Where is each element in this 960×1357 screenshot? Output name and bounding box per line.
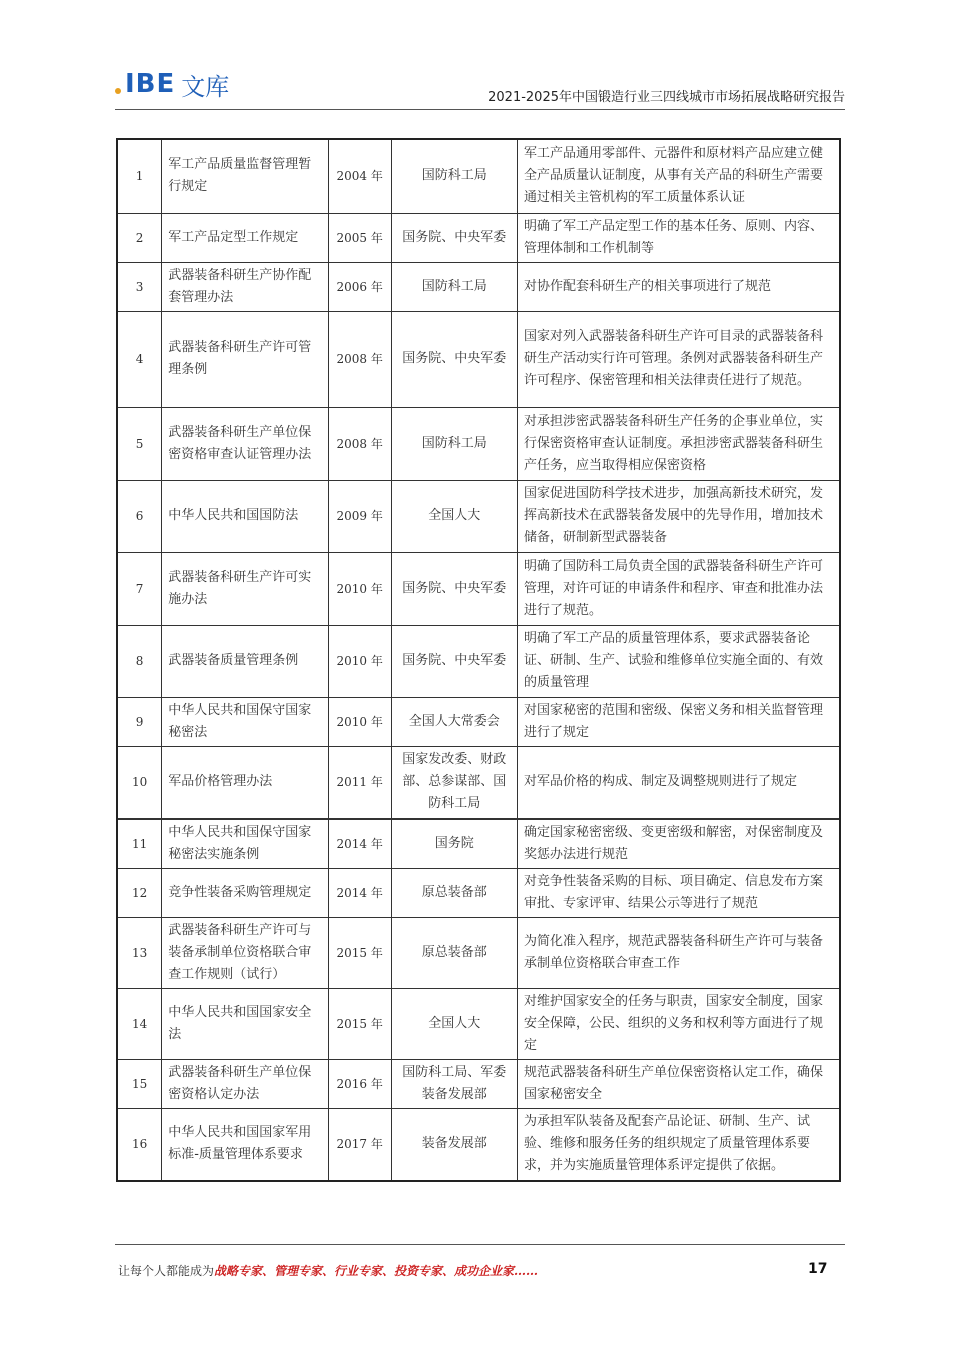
row-number: 12 (117, 869, 162, 918)
regulation-description: 明确了军工产品定型工作的基本任务、原则、内容、管理体制和工作机制等 (518, 213, 840, 262)
regulation-description: 规范武器装备科研生产单位保密资格认定工作，确保国家秘密安全 (518, 1060, 840, 1109)
issuing-authority: 国家发改委、财政部、总参谋部、国防科工局 (391, 746, 517, 818)
row-number: 11 (117, 820, 162, 869)
row-number: 3 (117, 262, 162, 311)
issue-year: 2014 年 (328, 869, 391, 918)
logo-dot-icon (115, 88, 121, 94)
issue-year: 2015 年 (328, 918, 391, 989)
regulation-description: 对协作配套科研生产的相关事项进行了规范 (518, 262, 840, 311)
footer-slogan (118, 1262, 538, 1279)
issue-year: 2010 年 (328, 552, 391, 625)
issuing-authority: 国务院、中央军委 (391, 552, 517, 625)
page-header (115, 66, 845, 106)
table-row (117, 1109, 840, 1181)
regulation-description: 对维护国家安全的任务与职责，国家安全制度，国家安全保障，公民、组织的义务和权利等方面进行了规定 (518, 989, 840, 1060)
table-row (117, 311, 840, 407)
issuing-authority: 国防科工局 (391, 262, 517, 311)
regulation-description: 为承担军队装备及配套产品论证、研制、生产、试验、维修和服务任务的组织规定了质量管理体系要求，并为实施质量管理体系评定提供了依据。 (518, 1109, 840, 1181)
issuing-authority: 国防科工局、军委装备发展部 (391, 1060, 517, 1109)
issue-year: 2004 年 (328, 139, 391, 213)
issuing-authority: 原总装备部 (391, 869, 517, 918)
issue-year: 2008 年 (328, 311, 391, 407)
issue-year: 2006 年 (328, 262, 391, 311)
regulation-name: 武器装备科研生产单位保密资格审查认证管理办法 (162, 407, 329, 480)
regulation-description: 确定国家秘密密级、变更密级和解密，对保密制度及奖惩办法进行规范 (518, 820, 840, 869)
regulation-name: 军工产品定型工作规定 (162, 213, 329, 262)
issue-year: 2011 年 (328, 746, 391, 818)
row-number: 9 (117, 697, 162, 746)
table-row (117, 625, 840, 697)
issue-year: 2009 年 (328, 480, 391, 552)
table-row (117, 213, 840, 262)
regulation-name: 中华人民共和国国防法 (162, 480, 329, 552)
table-row (117, 480, 840, 552)
regulation-name: 武器装备质量管理条例 (162, 625, 329, 697)
footer-highlight: 战略专家、管理专家、行业专家、投资专家、成功企业家…… (214, 1264, 539, 1278)
table-row (117, 407, 840, 480)
issue-year: 2010 年 (328, 697, 391, 746)
regulation-name: 中华人民共和国保守国家秘密法实施条例 (162, 820, 329, 869)
regulation-name: 军工产品质量监督管理暂行规定 (162, 139, 329, 213)
issuing-authority: 装备发展部 (391, 1109, 517, 1181)
table-row (117, 989, 840, 1060)
issue-year: 2015 年 (328, 989, 391, 1060)
table-row (117, 918, 840, 989)
row-number: 8 (117, 625, 162, 697)
row-number: 15 (117, 1060, 162, 1109)
logo-mark: IBE (125, 69, 176, 99)
regulation-name: 竞争性装备采购管理规定 (162, 869, 329, 918)
regulation-description: 对承担涉密武器装备科研生产任务的企事业单位，实行保密资格审查认证制度。承担涉密武器装备科研生产任务，应当取得相应保密资格 (518, 407, 840, 480)
row-number: 1 (117, 139, 162, 213)
regulation-description: 为简化准入程序，规范武器装备科研生产许可与装备承制单位资格联合审查工作 (518, 918, 840, 989)
regulation-description: 军工产品通用零部件、元器件和原材料产品应建立健全产品质量认证制度，从事有关产品的科研生产需要通过相关主管机构的军工质量体系认证 (518, 139, 840, 213)
regulation-name: 武器装备科研生产单位保密资格认定办法 (162, 1060, 329, 1109)
row-number: 6 (117, 480, 162, 552)
issue-year: 2008 年 (328, 407, 391, 480)
page-number: 17 (808, 1261, 828, 1277)
table-row (117, 262, 840, 311)
regulation-name: 中华人民共和国保守国家秘密法 (162, 697, 329, 746)
issuing-authority: 全国人大常委会 (391, 697, 517, 746)
regulation-name: 中华人民共和国国家安全法 (162, 989, 329, 1060)
issue-year: 2014 年 (328, 820, 391, 869)
regulation-description: 国家促进国防科学技术进步，加强高新技术研究，发挥高新技术在武器装备发展中的先导作用，增加技术储备，研制新型武器装备 (518, 480, 840, 552)
regulation-name: 武器装备科研生产许可实施办法 (162, 552, 329, 625)
row-number: 7 (117, 552, 162, 625)
row-number: 14 (117, 989, 162, 1060)
table-row (117, 697, 840, 746)
header-divider (115, 109, 845, 110)
footer-prefix: 让每个人都能成为 (118, 1264, 215, 1278)
table-row (117, 139, 840, 213)
regulation-description: 对竞争性装备采购的目标、项目确定、信息发布方案审批、专家评审、结果公示等进行了规范 (518, 869, 840, 918)
table-row (117, 1060, 840, 1109)
logo[interactable] (115, 68, 229, 100)
regulation-name: 武器装备科研生产协作配套管理办法 (162, 262, 329, 311)
document-title: 2021-2025年中国锻造行业三四线城市市场拓展战略研究报告 (488, 90, 845, 105)
regulation-description: 明确了军工产品的质量管理体系，要求武器装备论证、研制、生产、试验和维修单位实施全面的、有效的质量管理 (518, 625, 840, 697)
issuing-authority: 全国人大 (391, 480, 517, 552)
issue-year: 2016 年 (328, 1060, 391, 1109)
regulation-name: 武器装备科研生产许可与装备承制单位资格联合审查工作规则（试行） (162, 918, 329, 989)
regulation-name: 武器装备科研生产许可管理条例 (162, 311, 329, 407)
issue-year: 2017 年 (328, 1109, 391, 1181)
issuing-authority: 国防科工局 (391, 139, 517, 213)
regulation-description: 国家对列入武器装备科研生产许可目录的武器装备科研生产活动实行许可管理。条例对武器装备科研生产许可程序、保密管理和相关法律责任进行了规范。 (518, 311, 840, 407)
row-number: 5 (117, 407, 162, 480)
row-number: 10 (117, 746, 162, 818)
issuing-authority: 原总装备部 (391, 918, 517, 989)
row-number: 4 (117, 311, 162, 407)
issue-year: 2010 年 (328, 625, 391, 697)
regulation-description: 明确了国防科工局负责全国的武器装备科研生产许可管理，对许可证的申请条件和程序、审查和批准办法进行了规范。 (518, 552, 840, 625)
table-row (117, 820, 840, 869)
issuing-authority: 国务院、中央军委 (391, 625, 517, 697)
regulations-table-part2 (116, 819, 841, 1182)
row-number: 13 (117, 918, 162, 989)
issuing-authority: 国务院、中央军委 (391, 213, 517, 262)
issuing-authority: 国务院、中央军委 (391, 311, 517, 407)
logo-text: 文库 (181, 72, 230, 101)
issuing-authority: 国务院 (391, 820, 517, 869)
regulation-description: 对军品价格的构成、制定及调整规则进行了规定 (518, 746, 840, 818)
regulation-name: 军品价格管理办法 (162, 746, 329, 818)
footer-divider (115, 1244, 845, 1245)
issue-year: 2005 年 (328, 213, 391, 262)
row-number: 16 (117, 1109, 162, 1181)
table-row (117, 552, 840, 625)
regulations-table-part1 (116, 138, 841, 819)
row-number: 2 (117, 213, 162, 262)
issuing-authority: 全国人大 (391, 989, 517, 1060)
table-row (117, 869, 840, 918)
regulation-description: 对国家秘密的范围和密级、保密义务和相关监督管理进行了规定 (518, 697, 840, 746)
table-row (117, 746, 840, 818)
issuing-authority: 国防科工局 (391, 407, 517, 480)
regulation-name: 中华人民共和国国家军用标准-质量管理体系要求 (162, 1109, 329, 1181)
